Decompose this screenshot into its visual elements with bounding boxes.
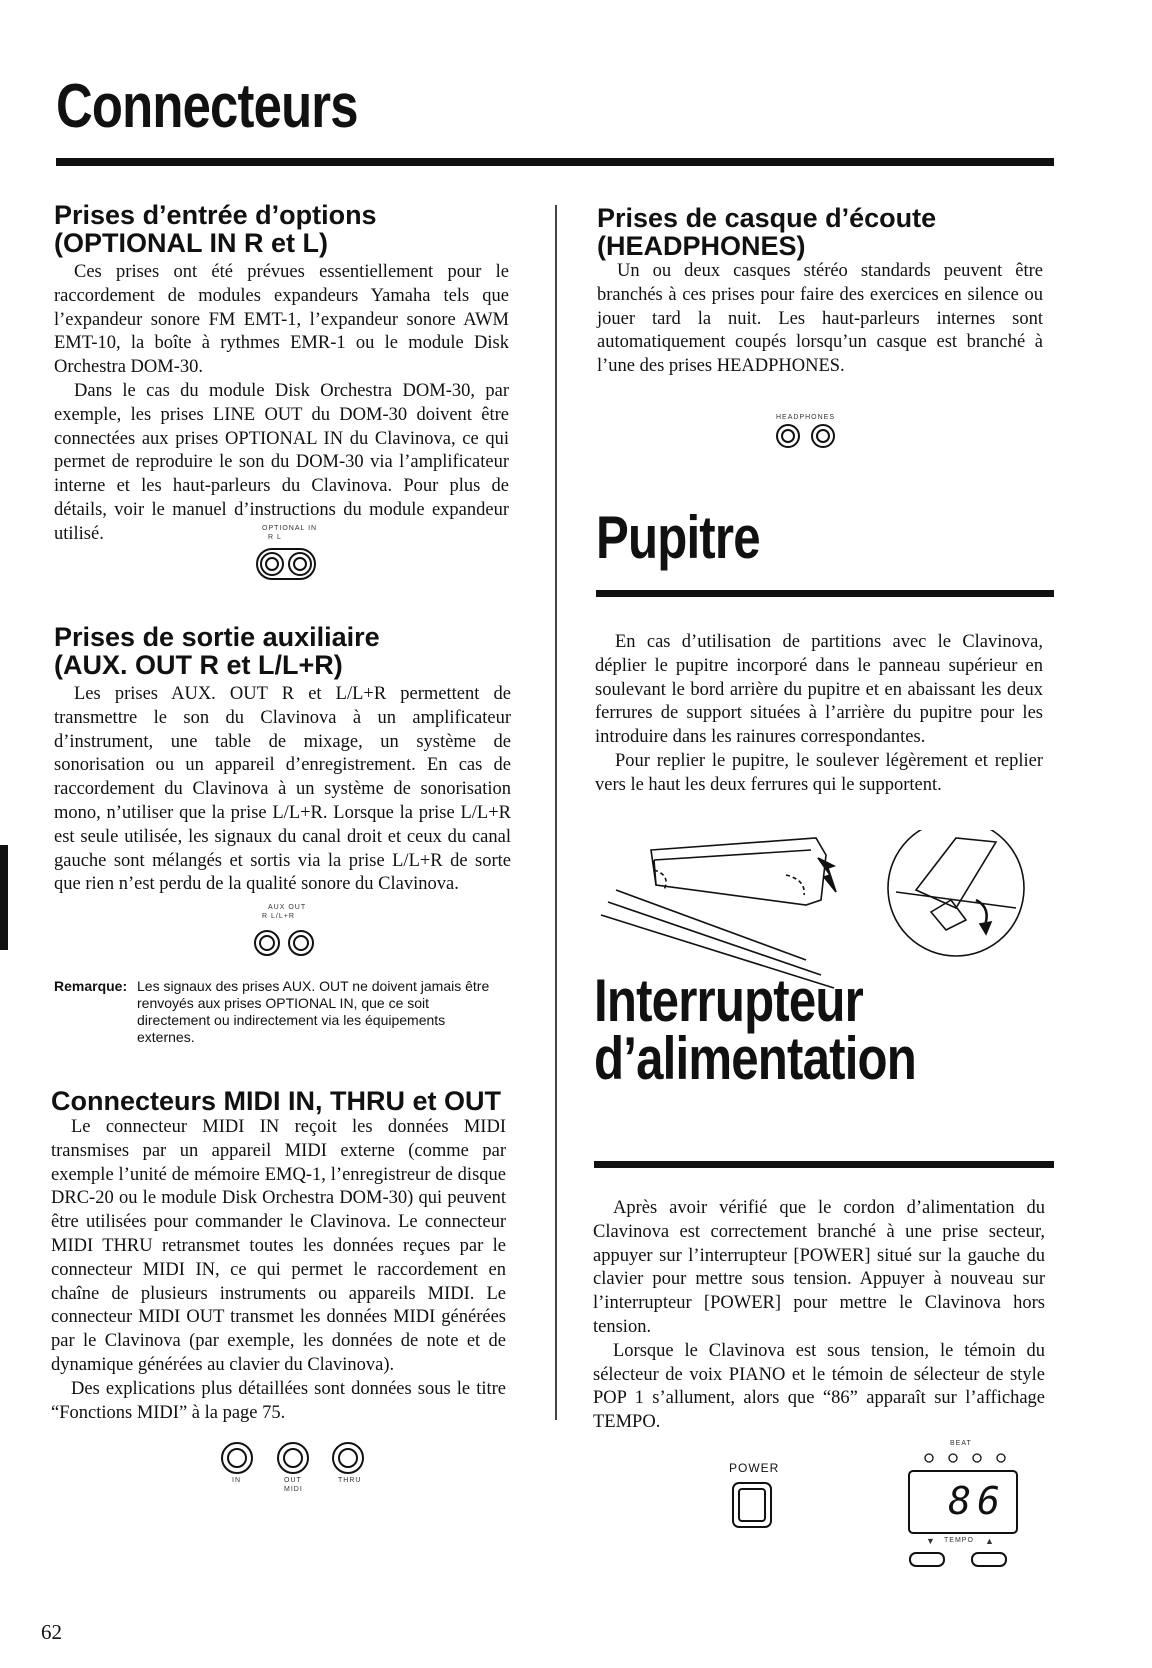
margin-bar [0, 845, 8, 950]
aux-out-jacks [250, 925, 320, 961]
power-button[interactable] [730, 1480, 774, 1530]
optional-in-diagram-label: OPTIONAL IN [262, 525, 318, 532]
section-headphones [597, 204, 1043, 379]
tempo-display-value: 86 [948, 1479, 1006, 1523]
headphones-heading-2: (HEADPHONES) [597, 231, 806, 261]
beat-label: BEAT [950, 1440, 972, 1447]
page-number: 62 [41, 1620, 62, 1644]
power-para-2: Lorsque le Clavinova est sous tension, le témoin du sélecteur de voix PIANO et le témoin de sélecteur de style POP 1 s’allument, alors que “86” apparaît sur l’affichage TEMPO. [593, 1340, 1045, 1433]
aux-out-diagram-sublabel: R L/L+R [262, 913, 295, 920]
midi-connectors [220, 1440, 370, 1480]
optional-in-heading-2: (OPTIONAL IN R et L) [54, 228, 328, 258]
tempo-up-marker: ▲ [985, 1536, 995, 1546]
tempo-down-button[interactable] [908, 1550, 948, 1570]
section-aux-out [54, 623, 511, 897]
midi-label-in: IN [232, 1477, 241, 1484]
tempo-up-button[interactable] [970, 1550, 1010, 1570]
midi-label-out: OUT [284, 1477, 302, 1484]
tempo-down-marker: ▼ [926, 1536, 936, 1546]
midi-para-1: Le connecteur MIDI IN reçoit les données MIDI transmises par un appareil MIDI externe (comme par exemple l’unité de mémoire EMQ-1, l’enregistreur de disque DRC-20 ou le module Disk Orchestra DOM-30) qui peuvent être utilisées pour commander le Clavinova. Le connecteur MIDI THRU retransmet toutes les données reçues par le connecteur MIDI IN, ce qui permet le raccordement en chaîne de plusieurs instruments ou appareils MIDI. Le connecteur MIDI OUT transmet les données MIDI générées par le Clavinova (par exemple, les données de note et de dynamique générées au clavier du Clavinova). [51, 1117, 506, 1375]
column-divider [555, 205, 557, 1420]
section-midi [51, 1087, 506, 1425]
optional-in-heading-1: Prises d’entrée d’options [54, 200, 377, 230]
headphones-jacks [773, 422, 843, 452]
header-rule [56, 158, 1054, 166]
pupitre-rule [596, 590, 1054, 597]
headphones-para-1: Un ou deux casques stéréo standards peuvent être branchés à ces prises pour faire des exercices en silence ou jouer tard la nuit. Les haut-parleurs internes sont automatiquement coupés lorsqu’un casque est branché à l’une des prises HEADPHONES. [597, 261, 1043, 377]
note-text: Les signaux des prises AUX. OUT ne doivent jamais être renvoyés aux prises OPTIONAL IN, que ce soit directement ou indirectement via les équipements externes. [137, 978, 490, 1045]
section-power [593, 1197, 1045, 1435]
note-label: Remarque: [54, 978, 128, 994]
power-rule [594, 1161, 1054, 1168]
pupitre-para-1: En cas d’utilisation de partitions avec le Clavinova, déplier le pupitre incorporé dans le panneau supérieur en soulevant le bord arrière du pupitre et en abaissant les deux ferrures de support situées à l’arrière du pupitre pour les introduire dans les rainures correspondantes. [595, 632, 1043, 748]
power-para-1: Après avoir vérifié que le cordon d’alimentation du Clavinova est correctement branché à une prise secteur, appuyer sur l’interrupteur [POWER] situé sur la gauche du clavier pour mettre sous tension. Appuyer à nouveau sur l’interrupteur [POWER] pour mettre le Clavinova hors tension. [593, 1198, 1045, 1337]
power-title-1: Interrupteur [594, 967, 863, 1034]
power-label: POWER [729, 1461, 780, 1475]
headphones-heading-1: Prises de casque d’écoute [597, 203, 937, 233]
aux-out-heading-1: Prises de sortie auxiliaire [54, 622, 380, 652]
page-title: Connecteurs [56, 72, 358, 141]
beat-indicators [918, 1451, 1018, 1465]
tempo-display [908, 1470, 1018, 1534]
tempo-label: TEMPO [944, 1537, 974, 1544]
midi-para-2: Des explications plus détaillées sont données sous le titre “Fonctions MIDI” à la page 75. [51, 1378, 506, 1423]
section-optional-in [54, 201, 509, 547]
midi-label-thru: THRU [338, 1477, 362, 1484]
aux-out-para-1: Les prises AUX. OUT R et L/L+R permettent de transmettre le son du Clavinova à un amplificateur d’instrument, une table de mixage, un système de sonorisation ou un appareil d’enregistrement. En cas de raccordement du Clavinova à un système de sonorisation mono, n’utiliser que la prise L/L+R. Lorsque la prise L/L+R est seule utilisée, les signaux du canal droit et ceux du canal gauche sont mélangés et sortis via la prise L/L+R de sorte que rien n’est perdu de la qualité sonore du Clavinova. [54, 684, 511, 895]
optional-in-diagram-sublabel: R L [268, 534, 282, 541]
pupitre-title: Pupitre [596, 504, 760, 571]
aux-out-heading-2: (AUX. OUT R et L/L+R) [54, 650, 343, 680]
section-pupitre [595, 631, 1043, 798]
optional-in-para-1: Ces prises ont été prévues essentiellement pour le raccordement de modules expandeurs Yamaha tels que l’expandeur sonore FM EMT-1, l’expandeur sonore AWM EMT-10, la boîte à rythmes EMR-1 ou le module Disk Orchestra DOM-30. [54, 262, 509, 378]
power-title-2: d’alimentation [594, 1025, 917, 1092]
midi-label-midi: MIDI [284, 1486, 303, 1493]
optional-in-para-2: Dans le cas du module Disk Orchestra DOM-30, par exemple, les prises LINE OUT du DOM-30 doivent être connectées aux prises OPTIONAL IN du Clavinova, ce qui permet de reproduire le son du DOM-30 via l’amplificateur interne et les haut-parleurs du Clavinova. Pour plus de détails, voir le manuel d’instructions du module expandeur utilisé. [54, 380, 509, 544]
pupitre-para-2: Pour replier le pupitre, le soulever légèrement et replier vers le haut les deux ferrures qui le supportent. [595, 750, 1043, 795]
midi-heading: Connecteurs MIDI IN, THRU et OUT [51, 1086, 502, 1116]
optional-in-jacks [251, 545, 321, 585]
headphones-diagram-label: HEADPHONES [776, 414, 836, 421]
aux-out-diagram-label: AUX OUT [268, 904, 307, 911]
